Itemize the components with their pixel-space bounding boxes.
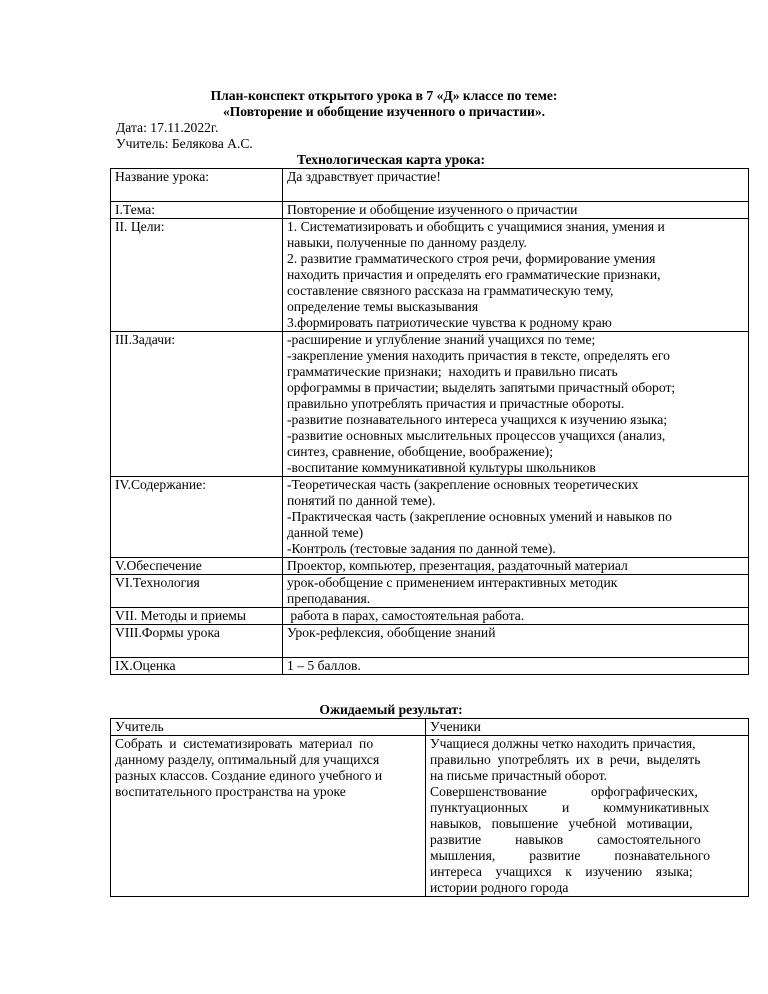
tech-map-row bbox=[111, 558, 749, 575]
tech-map-label: V.Обеспечение bbox=[115, 558, 202, 573]
teacher-result-line: Собрать и систематизировать материал по bbox=[115, 736, 374, 751]
tech-map-label-cell bbox=[111, 575, 283, 608]
students-result-line: мышления, развитие познавательного bbox=[430, 848, 711, 863]
tech-map-label-cell bbox=[111, 558, 283, 575]
tech-map-value-line: Проектор, компьютер, презентация, раздаточный материал bbox=[287, 558, 628, 573]
tech-map-value-cell bbox=[283, 477, 749, 558]
tech-map-value-cell bbox=[283, 202, 749, 219]
tech-map-label-cell bbox=[111, 625, 283, 658]
tech-map-row bbox=[111, 575, 749, 608]
tech-map-label: VIII.Формы урока bbox=[115, 625, 220, 640]
tech-map-label-cell bbox=[111, 219, 283, 332]
tech-map-label: I.Тема: bbox=[115, 202, 156, 217]
tech-map-value-line: урок-обобщение с применением интерактивных методик bbox=[287, 575, 618, 590]
teacher-result-line: воспитательного пространства на уроке bbox=[115, 784, 346, 799]
tech-map-value-line: -Теоретическая часть (закрепление основных теоретических bbox=[287, 477, 639, 492]
tech-map-value-line: находить причастия и определять его грамматические признаки, bbox=[287, 267, 661, 282]
expected-result-table bbox=[110, 718, 749, 897]
students-result-line: на письме причастный оборот. bbox=[430, 768, 608, 783]
tech-map-value-line: 3.формировать патриотические чувства к родному краю bbox=[287, 315, 612, 330]
tech-map-value-line: -расширение и углубление знаний учащихся по теме; bbox=[287, 332, 596, 347]
tech-map-label: VI.Технология bbox=[115, 575, 200, 590]
tech-map-value-cell bbox=[283, 558, 749, 575]
tech-map-label-cell bbox=[111, 332, 283, 477]
students-result-line: правильно употреблять их в речи, выделять bbox=[430, 752, 701, 767]
document-title-line1: План-конспект открытого урока в 7 «Д» классе по теме: bbox=[210, 88, 558, 103]
teacher-result-line: данному разделу, оптимальный для учащихся bbox=[115, 752, 380, 767]
tech-map-label: Название урока: bbox=[115, 169, 210, 184]
teacher-result-line: разных классов. Создание единого учебного и bbox=[115, 768, 383, 783]
tech-map-value-line: -развитие основных мыслительных процессов учащихся (анализ, bbox=[287, 428, 666, 443]
tech-map-value-cell bbox=[283, 625, 749, 658]
tech-map-value-line: 2. развитие грамматического строя речи, формирование умения bbox=[287, 251, 656, 266]
tech-map-label-cell bbox=[111, 202, 283, 219]
tech-map-label-cell bbox=[111, 658, 283, 675]
expected-result-title: Ожидаемый результат: bbox=[319, 702, 463, 717]
tech-map-value-cell bbox=[283, 575, 749, 608]
students-result-line: Учащиеся должны четко находить причастия, bbox=[430, 736, 696, 751]
tech-map-value-line: -Контроль (тестовые задания по данной теме). bbox=[287, 541, 556, 556]
tech-map-row bbox=[111, 219, 749, 332]
tech-map-label-cell bbox=[111, 169, 283, 202]
students-result-line: интереса учащихся к изучению языка; bbox=[430, 864, 693, 879]
tech-map-value-line: синтез, сравнение, обобщение, воображение); bbox=[287, 444, 553, 459]
students-result-line: Совершенствование орфографических, bbox=[430, 784, 698, 799]
tech-map-row bbox=[111, 169, 749, 202]
tech-map-row bbox=[111, 608, 749, 625]
students-result-line: пунктуационных и коммуникативных bbox=[430, 800, 710, 815]
tech-map-title: Технологическая карта урока: bbox=[296, 152, 485, 167]
tech-map-row bbox=[111, 202, 749, 219]
tech-map-row bbox=[111, 658, 749, 675]
expected-header-row bbox=[111, 719, 749, 736]
lesson-date: Дата: 17.11.2022г. bbox=[116, 120, 219, 135]
tech-map-row bbox=[111, 477, 749, 558]
tech-map-value-line: навыки, полученные по данному разделу. bbox=[287, 235, 527, 250]
tech-map-value-line: работа в парах, самостоятельная работа. bbox=[287, 608, 525, 623]
tech-map-value-line: Урок-рефлексия, обобщение знаний bbox=[287, 625, 496, 640]
students-result-cell bbox=[426, 736, 749, 897]
tech-map-value-line: орфограммы в причастии; выделять запятыми причастный оборот; bbox=[287, 380, 676, 395]
tech-map-value-line: -закрепление умения находить причастия в тексте, определять его bbox=[287, 348, 670, 363]
tech-map-value-cell bbox=[283, 658, 749, 675]
tech-map-value-line: определение темы высказывания bbox=[287, 299, 479, 314]
tech-map-value-line: преподавания. bbox=[287, 591, 371, 606]
tech-map-value-cell bbox=[283, 169, 749, 202]
tech-map-value-line: составление связного рассказа на грамматическую тему, bbox=[287, 283, 614, 298]
students-result-line: навыков, повышение учебной мотивации, bbox=[430, 816, 693, 831]
students-result-line: развитие навыков самостоятельного bbox=[430, 832, 701, 847]
tech-map-label-cell bbox=[111, 477, 283, 558]
students-result-line: истории родного города bbox=[430, 880, 569, 895]
tech-map-value-cell bbox=[283, 332, 749, 477]
tech-map-value-line: -воспитание коммуникативной культуры школьников bbox=[287, 460, 596, 475]
tech-map-row bbox=[111, 332, 749, 477]
tech-map-value-line: Да здравствует причастие! bbox=[287, 169, 441, 184]
tech-map-value-line: 1 – 5 баллов. bbox=[287, 658, 361, 673]
tech-map-value-line: понятий по данной теме). bbox=[287, 493, 436, 508]
tech-map-value-line: 1. Систематизировать и обобщить с учащимися знания, умения и bbox=[287, 219, 665, 234]
tech-map-value-cell bbox=[283, 608, 749, 625]
tech-map-value-line: данной теме) bbox=[287, 525, 364, 540]
tech-map-value-line: -Практическая часть (закрепление основных умений и навыков по bbox=[287, 509, 672, 524]
column-header-students: Ученики bbox=[426, 719, 749, 736]
column-header-teacher: Учитель bbox=[111, 719, 426, 736]
tech-map-label: III.Задачи: bbox=[115, 332, 176, 347]
teacher-name: Учитель: Белякова А.С. bbox=[116, 136, 253, 151]
document-title-line2: «Повторение и обобщение изученного о причастии». bbox=[222, 104, 546, 119]
tech-map-value-line: -развитие познавательного интереса учащихся к изучению языка; bbox=[287, 412, 668, 427]
tech-map-row bbox=[111, 625, 749, 658]
tech-map-label: IX.Оценка bbox=[115, 658, 176, 673]
expected-content-row bbox=[111, 736, 749, 897]
tech-map-value-line: Повторение и обобщение изученного о причастии bbox=[287, 202, 578, 217]
tech-map-value-line: правильно употреблять причастия и причастные обороты. bbox=[287, 396, 625, 411]
tech-map-label: II. Цели: bbox=[115, 219, 165, 234]
teacher-result-cell bbox=[111, 736, 426, 897]
tech-map-value-cell bbox=[283, 219, 749, 332]
tech-map-label: VII. Методы и приемы bbox=[115, 608, 247, 623]
tech-map-label: IV.Содержание: bbox=[115, 477, 206, 492]
tech-map-value-line: грамматические признаки; находить и правильно писать bbox=[287, 364, 618, 379]
tech-map-label-cell bbox=[111, 608, 283, 625]
tech-map-table bbox=[110, 168, 749, 675]
